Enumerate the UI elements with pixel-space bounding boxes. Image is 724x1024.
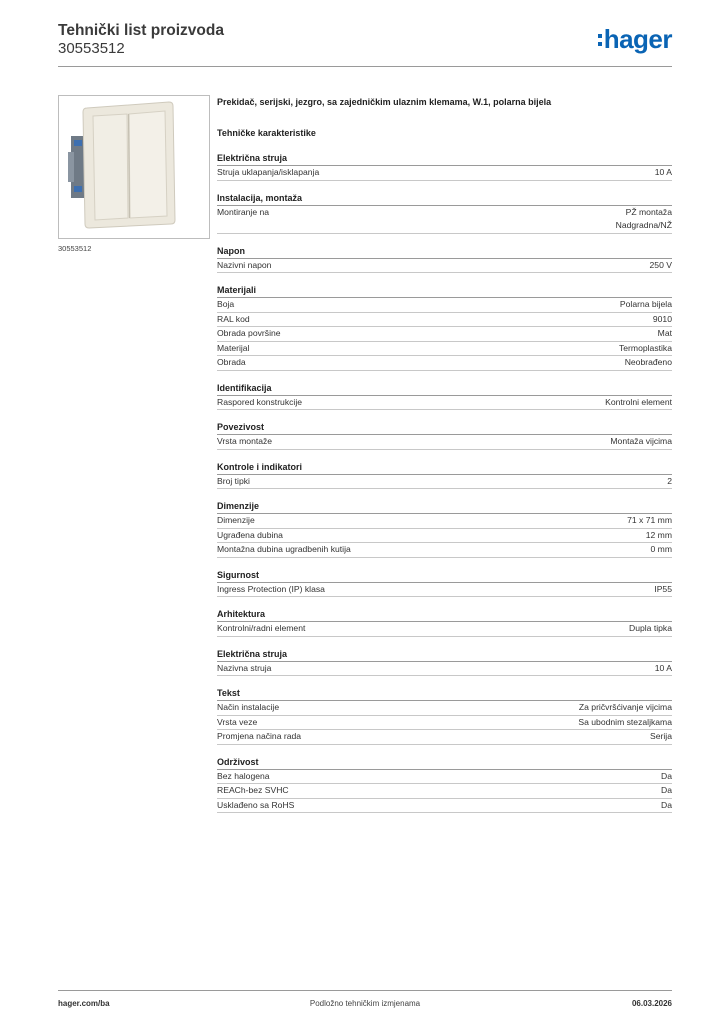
spec-row — [217, 730, 672, 745]
tech-heading: Tehničke karakteristike — [217, 128, 316, 138]
spec-group — [217, 755, 672, 814]
logo-text: hager — [603, 24, 672, 54]
spec-row — [217, 583, 672, 598]
spec-value-line: Polarna bijela — [619, 299, 672, 309]
group-title: Električna struja — [217, 151, 672, 166]
spec-label: Usklađeno sa RoHS — [217, 799, 295, 810]
group-title: Sigurnost — [217, 568, 672, 583]
group-title: Arhitektura — [217, 607, 672, 622]
product-description: Prekidač, serijski, jezgro, sa zajedničkim ulaznim klemama, W.1, polarna bijela — [217, 97, 552, 107]
spec-value-line: 2 — [667, 475, 672, 486]
spec-value — [578, 716, 672, 730]
spec-value-line: Serija — [650, 731, 672, 741]
spec-label: Broj tipki — [217, 475, 250, 486]
spec-label: Vrsta montaže — [217, 436, 273, 446]
spec-group — [217, 191, 672, 234]
spec-value — [658, 327, 672, 341]
spec-value-line: Sa ubodnim stezaljkama — [578, 716, 672, 727]
spec-group — [217, 381, 672, 411]
spec-label: Vrsta veze — [217, 716, 258, 727]
spec-value — [579, 701, 672, 715]
spec-label: Način instalacije — [217, 702, 280, 712]
spec-group — [217, 460, 672, 490]
spec-row — [217, 475, 672, 490]
spec-value-line: IP55 — [654, 583, 672, 594]
spec-label: Promjena načina rada — [217, 731, 302, 741]
spec-label: Obrada — [217, 357, 246, 367]
right-rocker — [129, 111, 167, 218]
spec-label: Montažna dubina ugradbenih kutija — [217, 544, 351, 554]
spec-row — [217, 206, 672, 234]
spec-label: Ingress Protection (IP) klasa — [217, 583, 325, 594]
spec-value-line: Mat — [657, 328, 672, 338]
page-footer — [58, 990, 672, 1011]
spec-label: Bez halogena — [217, 770, 270, 781]
footer-website[interactable]: hager.com/ba — [58, 999, 110, 1008]
spec-label: Ugrađena dubina — [217, 529, 283, 540]
spec-row — [217, 784, 672, 799]
spec-label: Montiranje na — [217, 206, 270, 217]
spec-value — [620, 298, 672, 312]
spec-value-line: 9010 — [652, 313, 672, 324]
spec-group — [217, 686, 672, 745]
spec-value — [661, 770, 672, 784]
spec-row — [217, 543, 672, 558]
switch-illustration — [59, 96, 209, 238]
spec-row — [217, 799, 672, 814]
spec-value — [654, 583, 672, 597]
spec-label: Boja — [217, 299, 235, 309]
spec-value-line: Termoplastika — [618, 342, 672, 353]
spec-row — [217, 435, 672, 450]
spec-group — [217, 151, 672, 181]
spec-value-line: Dupla tipka — [629, 623, 672, 633]
hager-logo[interactable] — [598, 24, 672, 54]
spec-row — [217, 313, 672, 328]
spec-row — [217, 259, 672, 274]
spec-row — [217, 662, 672, 677]
group-title: Napon — [217, 244, 672, 259]
spec-group — [217, 244, 672, 274]
spec-row — [217, 770, 672, 785]
group-title: Održivost — [217, 755, 672, 770]
spec-group — [217, 283, 672, 371]
spec-value-line: 0 mm — [650, 544, 672, 554]
spec-group — [217, 647, 672, 677]
spec-value — [610, 435, 672, 449]
spec-value-line: PŽ montaža — [625, 206, 672, 217]
spec-value — [650, 730, 672, 744]
left-rocker — [93, 114, 128, 220]
spec-group — [217, 420, 672, 450]
spec-value — [667, 475, 672, 489]
image-caption: 30553512 — [58, 244, 92, 253]
spec-row — [217, 342, 672, 357]
spec-value — [629, 622, 672, 636]
spec-value-line: Montaža vijcima — [610, 436, 672, 446]
spec-value — [627, 514, 672, 528]
spec-value-line: Kontrolni element — [605, 396, 672, 407]
spec-groups — [217, 151, 672, 813]
spec-row — [217, 701, 672, 716]
spec-value-line: Nadgradna/NŽ — [615, 220, 672, 230]
spec-row — [217, 166, 672, 181]
terminal-clamp — [74, 186, 82, 192]
spec-label: RAL kod — [217, 313, 250, 324]
group-title: Materijali — [217, 283, 672, 298]
spec-row — [217, 716, 672, 731]
spec-label: Struja uklapanja/isklapanja — [217, 167, 320, 177]
group-title: Dimenzije — [217, 499, 672, 514]
spec-label: Nazivna struja — [217, 662, 272, 673]
spec-value — [625, 356, 672, 370]
spec-value — [616, 206, 672, 233]
spec-value — [661, 784, 672, 798]
terminal-clamp — [74, 140, 82, 146]
spec-label: Raspored konstrukcije — [217, 396, 303, 407]
document-title: Tehnički list proizvoda — [58, 22, 224, 39]
group-title: Kontrole i indikatori — [217, 460, 672, 475]
spec-label: Dimenzije — [217, 515, 255, 525]
spec-value — [651, 543, 672, 557]
group-title: Električna struja — [217, 647, 672, 662]
spec-value — [619, 342, 672, 356]
group-title: Identifikacija — [217, 381, 672, 396]
footer-date: 06.03.2026 — [631, 999, 672, 1008]
spec-value-line: Da — [661, 799, 672, 810]
spec-row — [217, 622, 672, 637]
spec-value-line: Da — [661, 785, 672, 795]
spec-value — [661, 799, 672, 813]
spec-value — [605, 396, 672, 410]
spec-value-line: Za pričvršćivanje vijcima — [578, 702, 672, 712]
footer-note: Podložno tehničkim izmjenama — [309, 999, 421, 1008]
spec-value — [646, 529, 672, 543]
group-title: Tekst — [217, 686, 672, 701]
spec-content — [217, 96, 672, 813]
spec-row — [217, 514, 672, 529]
product-image — [58, 95, 210, 239]
spec-row — [217, 298, 672, 313]
spec-label: Obrada površine — [217, 328, 281, 338]
spec-row — [217, 396, 672, 411]
spec-value-line: Neobrađeno — [624, 357, 672, 367]
spec-value-line: 71 x 71 mm — [627, 515, 672, 525]
spec-value-line: 10 A — [654, 167, 672, 177]
bracket-side — [68, 152, 74, 182]
spec-value-line: 250 V — [649, 259, 672, 270]
spec-value-line: 12 mm — [645, 529, 672, 540]
spec-group — [217, 607, 672, 637]
spec-label: Materijal — [217, 342, 250, 353]
page-header — [58, 20, 672, 67]
spec-row — [217, 356, 672, 371]
product-number: 30553512 — [58, 40, 125, 57]
spec-value-line: 10 A — [654, 662, 672, 673]
spec-value — [653, 313, 672, 327]
spec-group — [217, 499, 672, 558]
spec-value-line: Da — [661, 770, 672, 781]
group-title: Instalacija, montaža — [217, 191, 672, 206]
spec-value — [655, 662, 672, 676]
spec-group — [217, 568, 672, 598]
spec-row — [217, 529, 672, 544]
spec-value — [655, 166, 672, 180]
spec-row — [217, 327, 672, 342]
spec-label: REACh-bez SVHC — [217, 785, 289, 795]
group-title: Povezivost — [217, 420, 672, 435]
spec-label: Kontrolni/radni element — [217, 623, 306, 633]
spec-value — [650, 259, 672, 273]
spec-label: Nazivni napon — [217, 259, 272, 270]
logo-dots-icon — [598, 34, 602, 46]
